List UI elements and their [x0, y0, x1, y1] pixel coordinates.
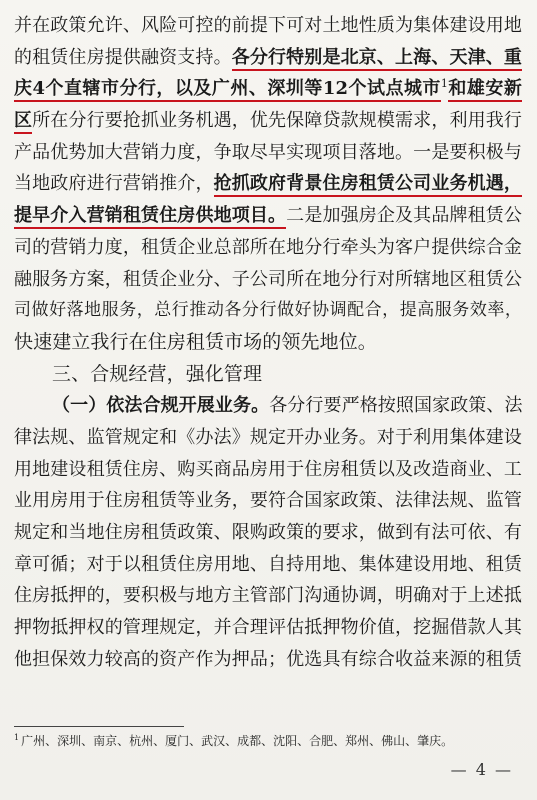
text-line: [14, 200, 522, 232]
text-line: [14, 644, 522, 676]
highlighted-text: 庆4个直辖市分行，以及广州、深圳等12个试点城市: [14, 78, 441, 102]
text-segment: 当地政府进行营销推介，: [14, 173, 214, 195]
highlighted-text: 各分行特别是北京、上海、天津、重: [232, 47, 522, 71]
text-line: [14, 612, 522, 644]
highlighted-text: 提早介入营销租赁住房供地项目。: [14, 205, 286, 229]
text-segment: 融服务方案，租赁企业分、子公司所在地分行对所辖地区租赁公: [14, 268, 522, 290]
text-line: [14, 454, 522, 486]
text-segment: 章可循；对于以租赁住房用地、自持用地、集体建设用地、租赁: [14, 553, 522, 575]
text-segment: 他担保效力较高的资产作为押品；优选具有综合收益来源的租赁: [14, 648, 522, 670]
text-segment: 司的营销力度，租赁企业总部所在地分行牵头为客户提供综合金: [14, 236, 522, 258]
highlighted-text: 区: [14, 110, 32, 134]
text-segment: 押物抵押权的管理规定，并合理评估抵押物价值，挖掘借款人其: [14, 617, 522, 639]
text-segment: 三、合规经营，强化管理: [52, 362, 263, 385]
text-segment: 的租赁住房提供融资支持。: [14, 46, 232, 68]
text-line: [14, 264, 522, 296]
page-number: — 4 —: [450, 760, 513, 779]
footnote-reference: 1: [440, 77, 449, 91]
text-segment: 产品优势加大营销力度，争取尽早实现项目落地。一是要积极与: [14, 141, 522, 163]
text-line: [14, 422, 522, 454]
text-segment: 各分行要严格按照国家政策、法: [269, 395, 523, 417]
text-segment: 司做好落地服务，总行推动各分行做好协调配合，提高服务效率，: [14, 300, 522, 321]
text-line: [14, 168, 522, 200]
footnote-marker: 1: [14, 733, 20, 742]
highlighted-text: 和雄安新: [448, 78, 522, 102]
text-segment: 住房抵押的，要积极与地方主管部门沟通协调，明确对于上述抵: [14, 585, 522, 607]
text-line: [14, 137, 522, 169]
text-segment: （一）依法合规开展业务。: [52, 395, 270, 417]
text-segment: 二是加强房企及其品牌租赁公: [286, 205, 522, 227]
text-line: [14, 105, 522, 137]
text-segment: 所在分行要抢抓业务机遇，优先保障贷款规模需求，利用我行: [32, 110, 522, 132]
footnote-text: 广州、深圳、南京、杭州、厦门、武汉、成都、沈阳、合肥、郑州、佛山、肇庆。: [21, 734, 454, 748]
footnote: [14, 732, 453, 750]
text-line: [14, 232, 522, 264]
text-line: [14, 10, 522, 42]
body-text: [14, 10, 522, 675]
text-line: [14, 485, 522, 517]
text-segment: 用地建设租赁住房、购买商品房用于住房租赁以及改造商业、工: [14, 458, 522, 480]
text-line: [14, 390, 522, 422]
text-segment: 并在政策允许、风险可控的前提下可对土地性质为集体建设用地: [14, 15, 522, 36]
text-line: [14, 517, 522, 549]
text-line: [14, 73, 522, 105]
footnote-divider: [14, 726, 184, 727]
text-segment: 业用房用于住房租赁等业务，要符合国家政策、法律法规、监管: [14, 490, 522, 512]
text-line: [14, 295, 522, 327]
highlighted-text: 抢抓政府背景住房租赁公司业务机遇，: [214, 173, 522, 197]
text-line: [14, 359, 522, 391]
text-segment: 律法规、监管规定和《办法》规定开办业务。对于利用集体建设: [14, 426, 522, 448]
text-line: [14, 327, 522, 359]
text-line: [14, 549, 522, 581]
text-segment: 规定和当地住房租赁政策、限购政策的要求，做到有法可依、有: [14, 522, 522, 543]
text-segment: 快速建立我行在住房租赁市场的领先地位。: [14, 330, 377, 353]
text-line: [14, 580, 522, 612]
text-line: [14, 42, 522, 74]
